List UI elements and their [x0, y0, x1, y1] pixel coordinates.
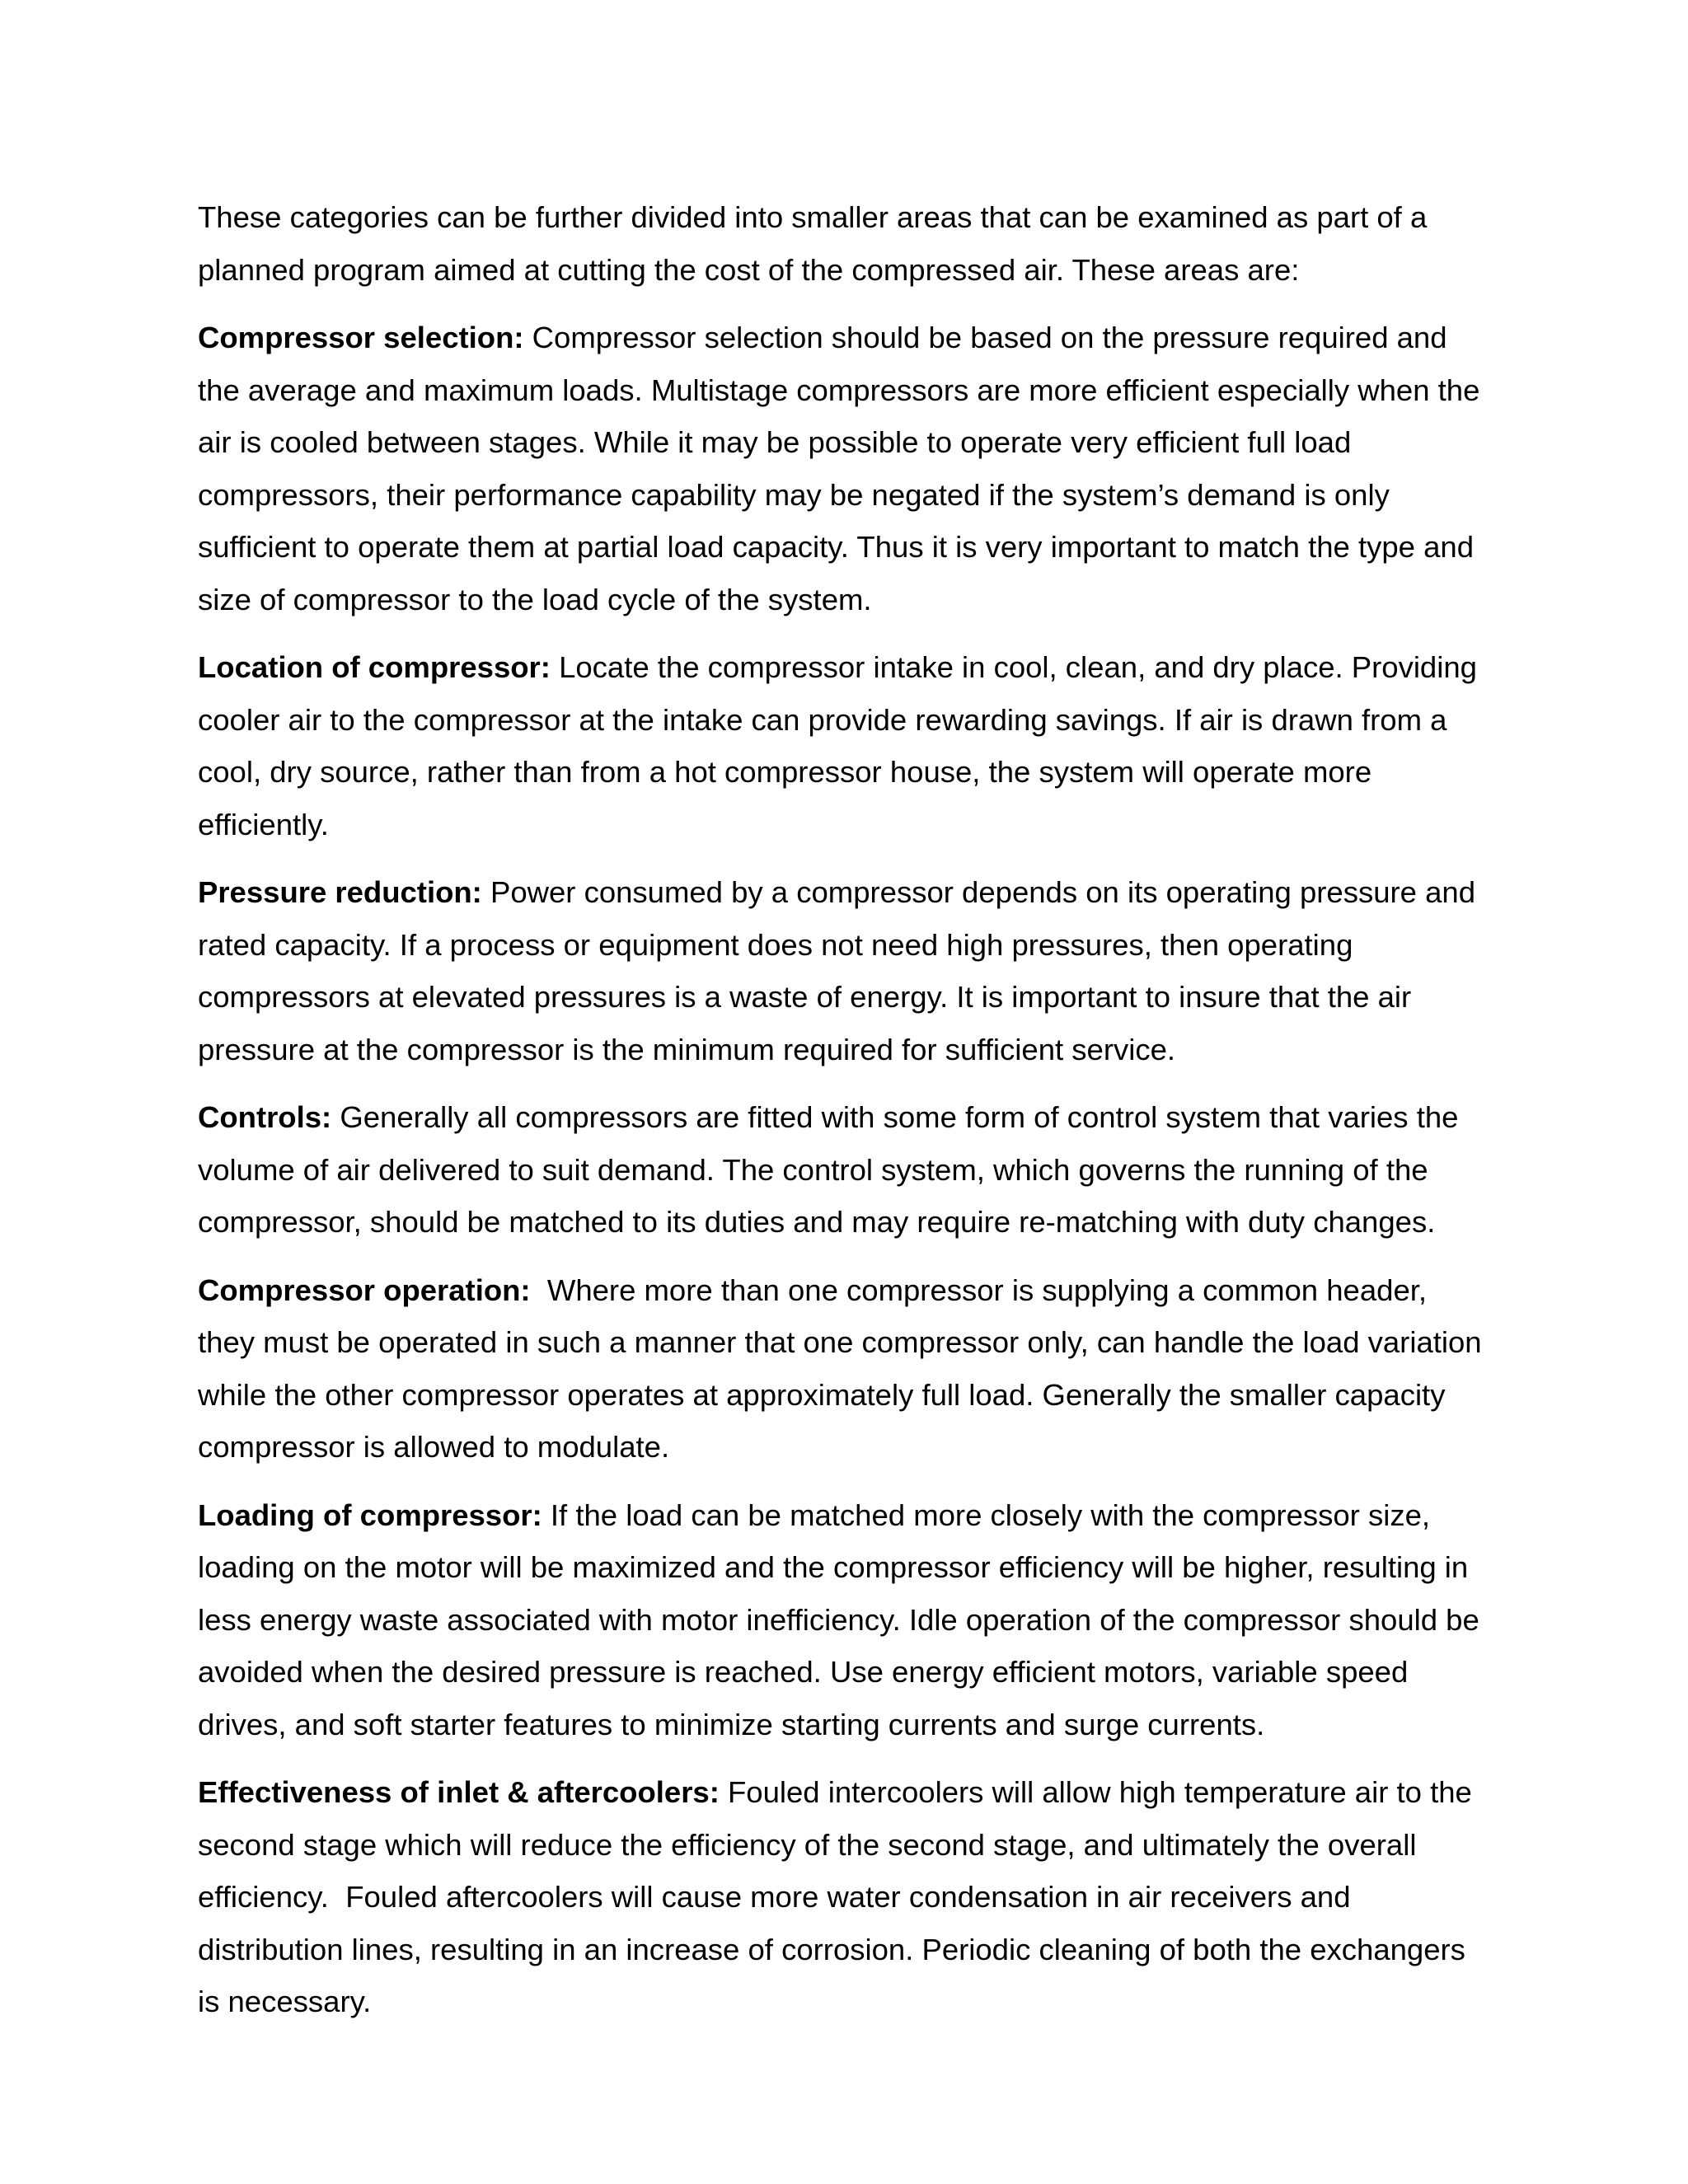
section-term: Compressor selection: [198, 321, 524, 354]
intro-text: These categories can be further divided into smaller areas that can be examined as part of a planned program aimed at cutting the cost of the compressed air. These areas are: [198, 200, 1428, 287]
section-compressor-operation [198, 1264, 1492, 1474]
section-compressor-selection [198, 312, 1492, 626]
section-term: Loading of compressor: [198, 1497, 542, 1532]
section-term: Pressure reduction: [198, 875, 482, 909]
section-text: Generally all compressors are fitted with some form of control system that varies the volume of air delivered to suit demand. The control system, which governs the running of the compressor, should be matched to its duties and may require re-matching with duty changes. [198, 1100, 1459, 1239]
section-term: Controls: [198, 1100, 332, 1134]
section-term: Effectiveness of inlet & aftercoolers: [198, 1775, 720, 1809]
section-text: Where more than one compressor is supplying a common header, they must be operated in such a manner that one compressor only, can handle the load variation while the other compressor operates at approximately full load. Generally the smaller capacity compressor is allowed to modulate. [198, 1272, 1490, 1464]
document-body [198, 191, 1492, 2044]
section-loading-of-compressor [198, 1489, 1492, 1751]
section-text: Compressor selection should be based on the pressure required and the average and maximum loads. Multistage compressors are more efficient especially when the air is cooled between stages. While it may be possible to operate very efficient full load compressors, their performance capability may be negated if the system’s demand is only sufficient to operate them at partial load capacity. Thus it is very important to match the type and size of compressor to the load cycle of the system. [198, 321, 1480, 616]
section-text: Locate the compressor intake in cool, clean, and dry place. Providing cooler air to the compressor at the intake can provide rewarding savings. If air is drawn from a cool, dry source, rather than from a hot compressor house, the system will operate more efficiently. [198, 650, 1477, 841]
section-term: Compressor operation: [198, 1272, 531, 1307]
intro-paragraph [198, 191, 1492, 296]
section-text: Fouled intercoolers will allow high temperature air to the second stage which will reduce the efficiency of the second stage, and ultimately the overall efficiency. Fouled aftercoolers will cause more water condensation in air receivers and distribution lines, resulting in an increase of corrosion. Periodic cleaning of both the exchangers is necessary. [198, 1775, 1480, 2018]
section-location-of-compressor [198, 641, 1492, 851]
section-text: Power consumed by a compressor depends on its operating pressure and rated capacity. If a process or equipment does not need high pressures, then operating compressors at elevated pressures is a waste of energy. It is important to insure that the air pressure at the compressor is the minimum required for sufficient service. [198, 875, 1476, 1066]
section-effectiveness-of-coolers [198, 1766, 1492, 2028]
section-pressure-reduction [198, 866, 1492, 1076]
section-term: Location of compressor: [198, 650, 551, 684]
section-text: If the load can be matched more closely with the compressor size, loading on the motor will be maximized and the compressor efficiency will be higher, resulting in less energy waste associated with motor inefficiency. Idle operation of the compressor should be avoided when the desired pressure is reached. Use energy efficient motors, variable speed drives, and soft starter features to minimize starting currents and surge currents. [198, 1497, 1479, 1741]
section-controls [198, 1091, 1492, 1249]
